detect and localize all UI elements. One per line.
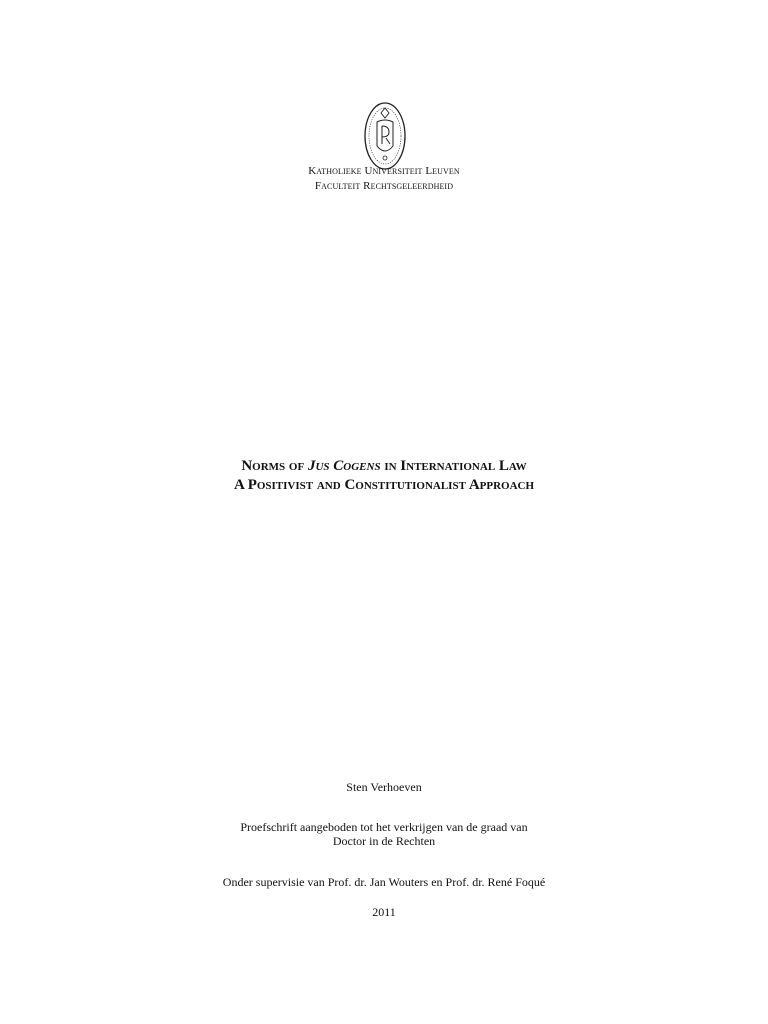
dissertation-line-1: Proefschrift aangeboden tot het verkrijgen van de graad van <box>240 820 528 834</box>
thesis-title-part1: Norms of <box>241 458 308 474</box>
thesis-title-italic: Jus Cogens <box>307 458 381 474</box>
thesis-title-part2: in International Law <box>380 458 527 474</box>
dissertation-line-2: Doctor in de Rechten <box>332 834 436 848</box>
university-name: Katholieke Universiteit Leuven <box>308 165 460 177</box>
university-seal-icon <box>361 96 409 174</box>
supervision-line: Onder supervisie van Prof. dr. Jan Wouters en Prof. dr. René Foqué <box>222 875 546 889</box>
publication-year: 2011 <box>372 905 396 919</box>
thesis-title <box>0 457 768 476</box>
thesis-subtitle: A Positivist and Constitutionalist Approach <box>233 477 535 493</box>
author-name: Sten Verhoeven <box>346 780 422 794</box>
faculty-name: Faculteit Rechtsgeleerdheid <box>314 180 454 192</box>
